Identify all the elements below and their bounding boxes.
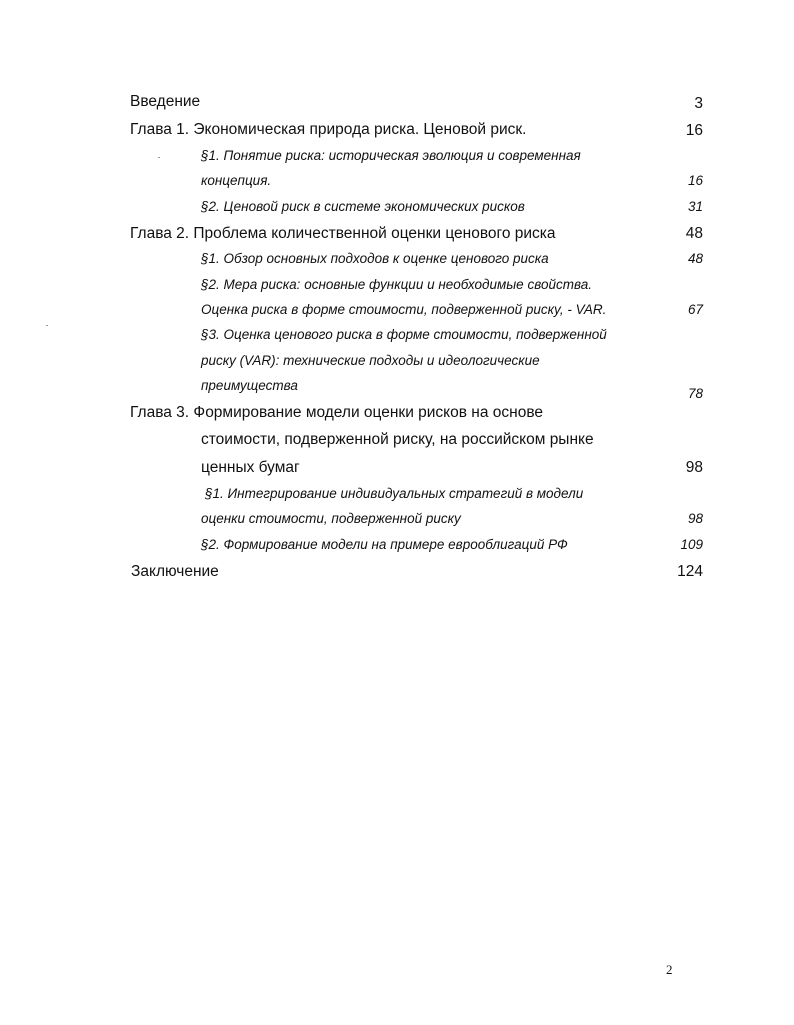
page-number: 2 [666, 962, 673, 977]
toc-chapter3-title-line1: Глава 3. Формирование модели оценки рисков на основе [130, 404, 544, 421]
toc-ch1-section1-line2: концепция. [201, 173, 272, 188]
toc-chapter1-page: 16 [685, 122, 703, 139]
toc-chapter3-title-line2: стоимости, подверженной риску, на российском рынке [201, 431, 594, 448]
toc-ch1-section1-line1: §1. Понятие риска: историческая эволюция и современная [201, 148, 581, 163]
toc-ch3-section2-page: 109 [680, 537, 703, 552]
toc-chapter3-title-line3: ценных бумаг [201, 459, 300, 476]
toc-intro-label: Введение [130, 93, 201, 110]
toc-ch2-section1-page: 48 [687, 251, 703, 266]
toc-chapter2-title: Глава 2. Проблема количественной оценки ценового риска [130, 225, 556, 242]
toc-ch3-section2: §2. Формирование модели на примере еврооблигаций РФ [201, 537, 568, 552]
toc-chapter3-page: 98 [685, 459, 703, 476]
toc-ch1-section2: §2. Ценовой риск в системе экономических рисков [201, 199, 525, 214]
toc-ch2-section2-line1: §2. Мера риска: основные функции и необходимые свойства. [201, 277, 592, 292]
toc-chapter2-page: 48 [685, 225, 703, 242]
toc-chapter1-title: Глава 1. Экономическая природа риска. Ценовой риск. [130, 121, 527, 138]
toc-ch3-section1-page: 98 [687, 511, 703, 526]
toc-ch2-section1: §1. Обзор основных подходов к оценке ценового риска [201, 251, 549, 266]
toc-intro-page: 3 [694, 95, 703, 112]
scan-speck [46, 325, 48, 326]
toc-ch2-section3-line2: риску (VAR): технические подходы и идеологические [201, 353, 540, 368]
scan-speck [158, 157, 160, 158]
toc-ch2-section2-page: 67 [687, 302, 703, 317]
toc-ch2-section3-page: 78 [687, 386, 703, 401]
toc-ch2-section2-line2: Оценка риска в форме стоимости, подверженной риску, - VAR. [201, 302, 607, 317]
toc-ch1-section2-page: 31 [687, 199, 703, 214]
toc-ch2-section3-line3: преимущества [201, 378, 298, 393]
toc-ch3-section1-line2: оценки стоимости, подверженной риску [201, 511, 461, 526]
toc-conclusion-label: Заключение [131, 563, 219, 580]
toc-conclusion-page: 124 [677, 563, 703, 580]
toc-ch3-section1-line1: §1. Интегрирование индивидуальных стратегий в модели [205, 486, 584, 501]
toc-ch2-section3-line1: §3. Оценка ценового риска в форме стоимости, подверженной [201, 327, 607, 342]
toc-ch1-section1-page: 16 [687, 173, 703, 188]
